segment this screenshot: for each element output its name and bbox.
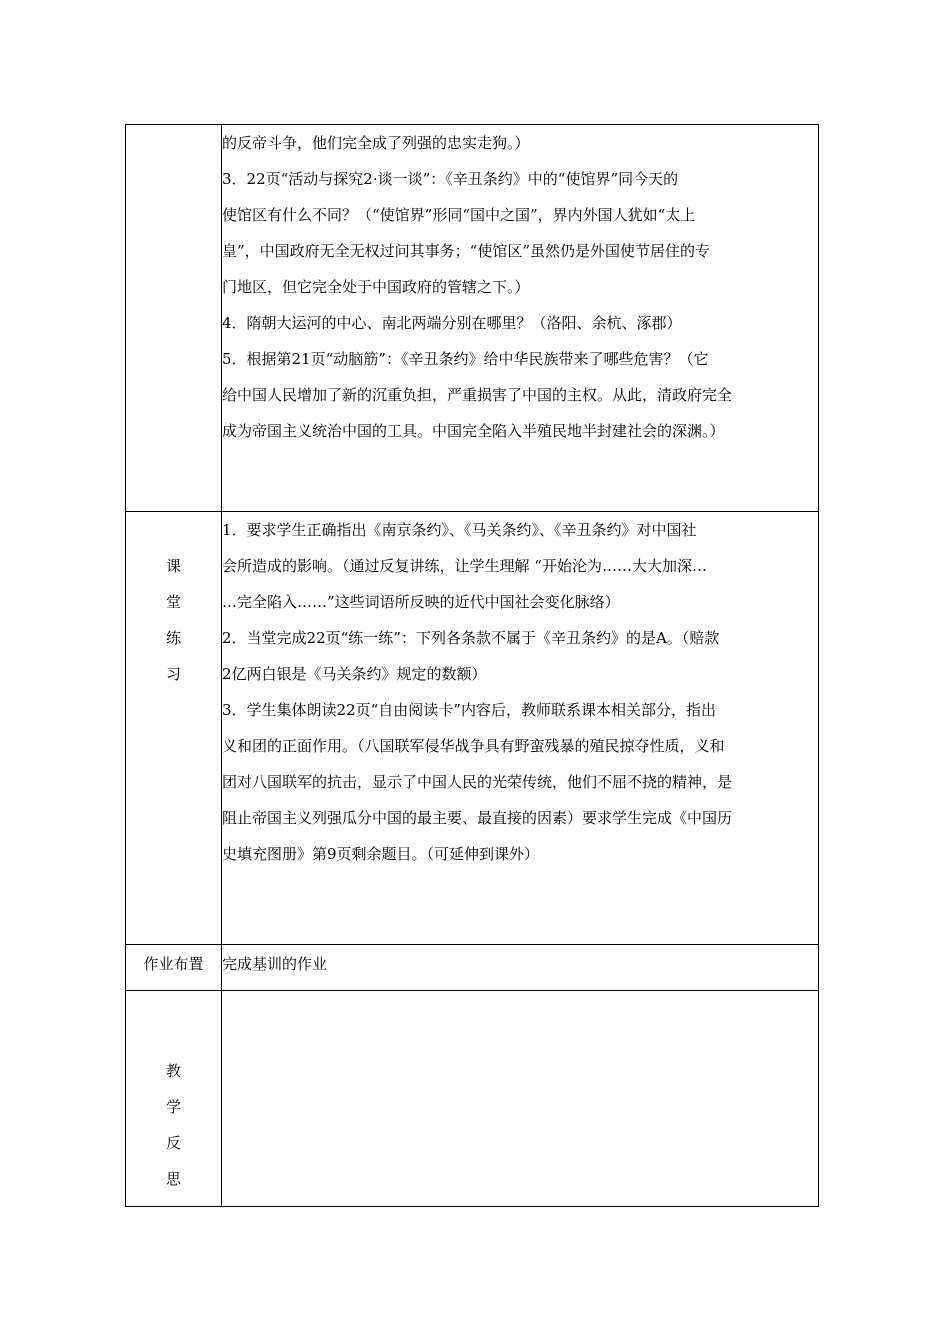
label-char: 练 (165, 629, 181, 647)
text-line: 2亿两白银是《马关条约》规定的数额） (222, 665, 487, 683)
text-line: 5．根据第21页“动脑筋”：《辛丑条约》给中华民族带来了哪些危害？（它 (222, 350, 709, 368)
lesson-plan-table (125, 124, 819, 1207)
row-label-teaching-reflection (126, 991, 222, 1207)
row-content-classroom-practice (222, 512, 819, 945)
text-line: 皇”，中国政府无全无权过问其事务；“使馆区”虽然仍是外国使节居住的专 (222, 242, 711, 260)
text-line: 门地区，但它完全处于中国政府的管辖之下。） (222, 278, 530, 296)
text-line: 史填充图册》第9页剩余题目。（可延伸到课外） (222, 845, 540, 863)
text-line: 给中国人民增加了新的沉重负担，严重损害了中国的主权。从此，清政府完全 (222, 386, 733, 404)
row-content-questions (222, 125, 819, 512)
row-label-classroom-practice (126, 512, 222, 945)
row-content-teaching-reflection (222, 991, 819, 1207)
label-char: 思 (165, 1170, 181, 1188)
text-line: 阻止帝国主义列强瓜分中国的最主要、最直接的因素）要求学生完成《中国历 (222, 809, 733, 827)
row-label-homework: 作业布置 (126, 945, 222, 991)
text-line: 义和团的正面作用。（八国联军侵华战争具有野蛮残暴的殖民掠夺性质，义和 (222, 737, 725, 755)
text-line: 3．22页“活动与探究2·谈一谈”：《辛丑条约》中的“使馆界”同今天的 (222, 170, 679, 188)
label-char: 反 (165, 1134, 181, 1152)
table-row (126, 512, 819, 945)
label-char: 教 (165, 1062, 181, 1080)
label-char: 课 (165, 557, 181, 575)
text-line: 会所造成的影响。（通过反复讲练，让学生理解 “开始沦为……大大加深… (222, 557, 707, 575)
table-row (126, 125, 819, 512)
text-line: 成为帝国主义统治中国的工具。中国完全陷入半殖民地半封建社会的深渊。） (222, 422, 725, 440)
text-line: 团对八国联军的抗击，显示了中国人民的光荣传统，他们不屈不挠的精神，是 (222, 773, 733, 791)
text-line: 2．当堂完成22页“练一练”：下列各条款不属于《辛丑条约》的是A。（赔款 (222, 629, 720, 647)
label-char: 学 (165, 1098, 181, 1116)
row-content-homework: 完成基训的作业 (222, 945, 819, 991)
text-line: 的反帝斗争，他们完全成了列强的忠实走狗。） (222, 134, 530, 152)
row-label-empty (126, 125, 222, 512)
text-line: 3．学生集体朗读22页“自由阅读卡”内容后，教师联系课本相关部分，指出 (222, 701, 716, 719)
table-row (126, 991, 819, 1207)
text-line: 1．要求学生正确指出《南京条约》、《马关条约》、《辛丑条约》对中国社 (222, 521, 697, 539)
text-line: …完全陷入……”这些词语所反映的近代中国社会变化脉络） (222, 593, 620, 611)
table-row (126, 945, 819, 991)
text-line: 使馆区有什么不同？（“使馆界”形同“国中之国”，界内外国人犹如“太上 (222, 206, 696, 224)
label-char: 堂 (165, 593, 181, 611)
text-line: 4．隋朝大运河的中心、南北两端分别在哪里？（洛阳、余杭、涿郡） (222, 314, 682, 332)
label-char: 习 (165, 665, 181, 683)
